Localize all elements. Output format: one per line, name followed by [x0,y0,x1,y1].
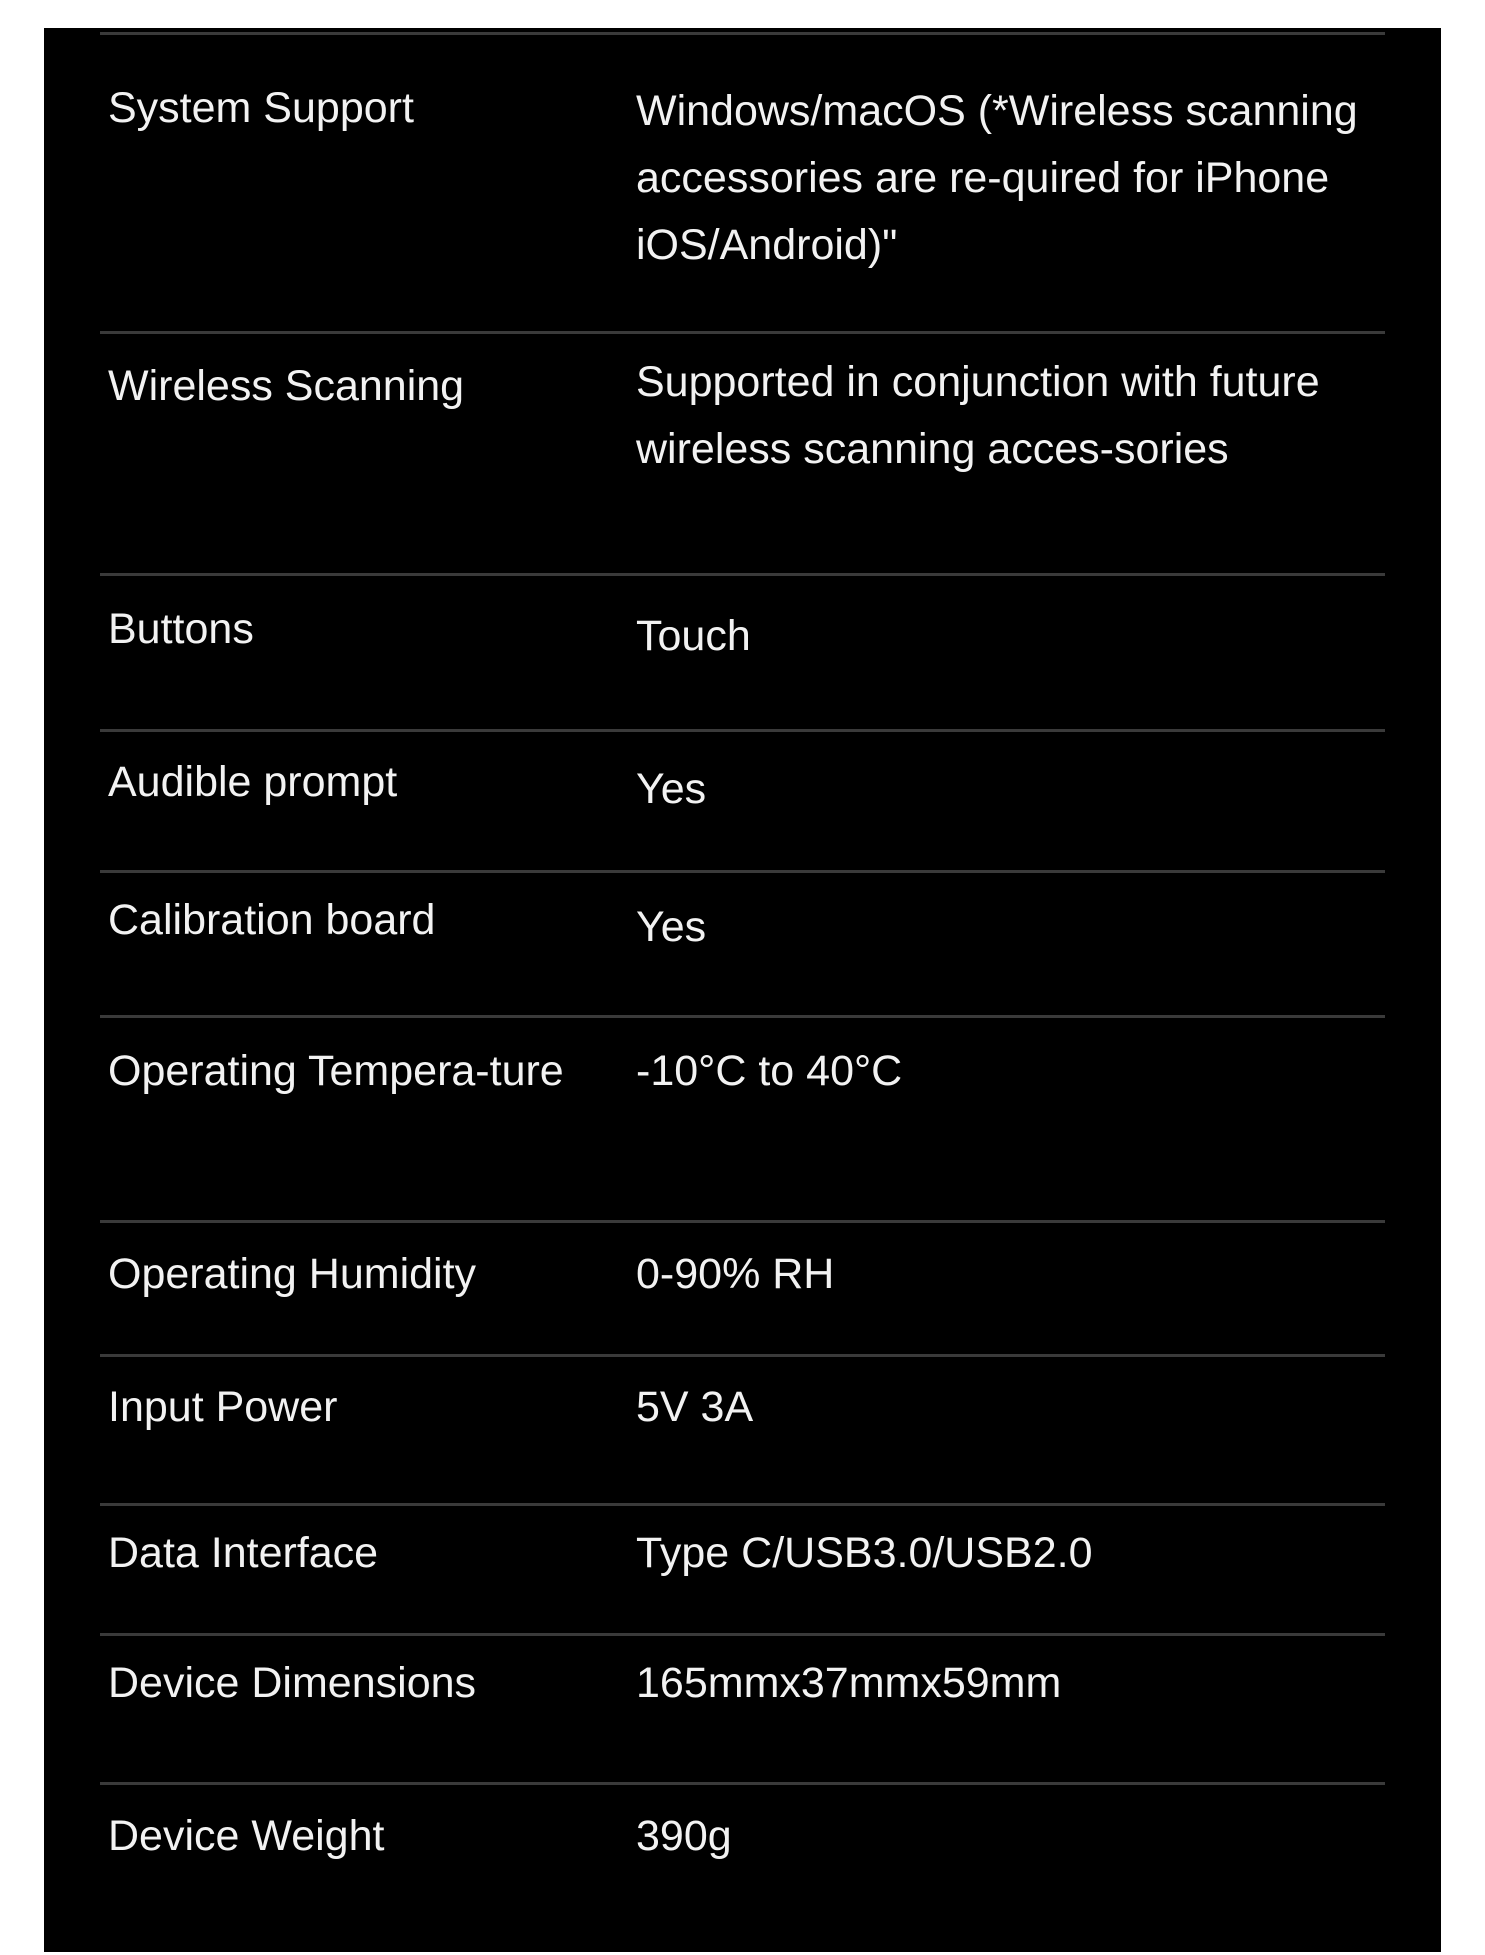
spec-label: Operating Humidity [108,1250,477,1298]
spec-row-input-power [100,1357,1385,1506]
spec-value: Supported in conjunction with future wireless scanning acces-sories [636,358,1320,473]
spec-row-operating-humidity [100,1223,1385,1357]
spec-label: Device Weight [108,1812,385,1860]
spec-value: 390g [636,1812,732,1860]
spec-row-device-dimensions [100,1636,1385,1785]
spec-row-buttons [100,576,1385,732]
spec-value: Touch [636,612,751,660]
spec-value: Yes [636,903,707,951]
spec-label: Input Power [108,1383,338,1431]
spec-value: Yes [636,765,707,813]
spec-row-system-support [100,35,1385,334]
spec-label: Data Interface [108,1529,379,1577]
spec-label: Device Dimensions [108,1659,477,1707]
spec-value: Type C/USB3.0/USB2.0 [636,1529,1093,1577]
spec-panel [44,28,1441,1952]
spec-value: 5V 3A [636,1383,754,1431]
spec-label: Operating Tempera-ture [108,1047,564,1095]
spec-label: Calibration board [108,896,436,944]
spec-label: Audible prompt [108,758,398,806]
spec-row-wireless-scanning [100,334,1385,576]
spec-value: 0-90% RH [636,1250,835,1298]
spec-label: Wireless Scanning [108,362,465,410]
spec-value: 165mmx37mmx59mm [636,1659,1062,1707]
spec-row-data-interface [100,1506,1385,1636]
spec-value: -10°C to 40°C [636,1047,903,1095]
spec-row-operating-temperature [100,1018,1385,1223]
spec-value: Windows/macOS (*Wireless scanning accessories are re-quired for iPhone iOS/Android)" [636,87,1358,269]
spec-row-device-weight [100,1785,1385,1955]
spec-row-audible-prompt [100,732,1385,873]
spec-table [100,32,1385,1955]
spec-label: Buttons [108,605,254,653]
spec-label: System Support [108,84,414,132]
spec-row-calibration-board [100,873,1385,1018]
